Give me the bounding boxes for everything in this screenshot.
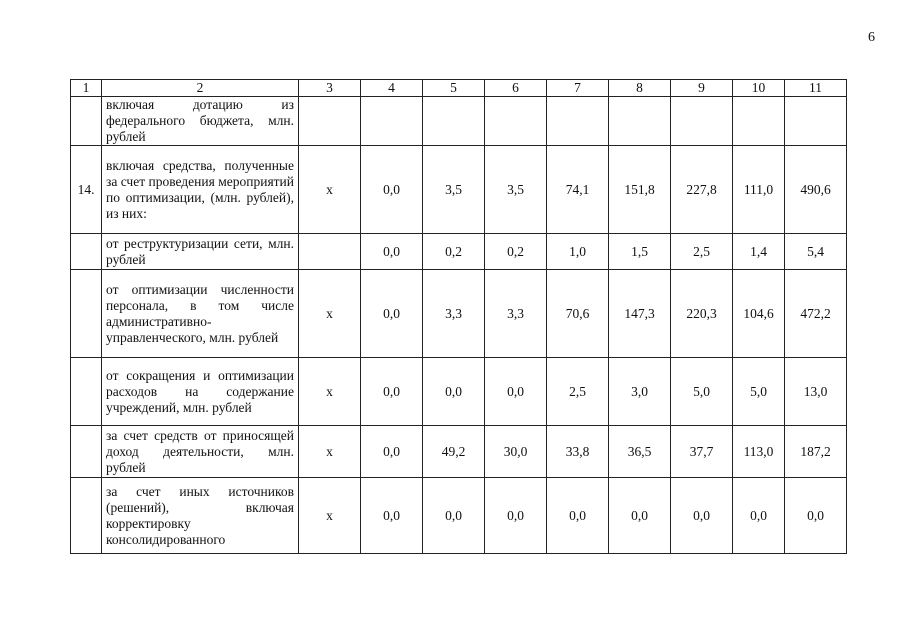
value-cell: 1,4 [733, 234, 785, 270]
value-cell: 3,0 [609, 358, 671, 426]
value-cell: 2,5 [547, 358, 609, 426]
table-row [71, 146, 847, 234]
value-cell: 0,0 [423, 478, 485, 554]
value-cell: 3,5 [485, 146, 547, 234]
value-cell: 0,2 [423, 234, 485, 270]
header-cell: 8 [609, 80, 671, 97]
value-cell: 0,2 [485, 234, 547, 270]
value-cell: 0,0 [671, 478, 733, 554]
table-row [71, 270, 847, 358]
value-cell: 104,6 [733, 270, 785, 358]
row-marker-cell [299, 234, 361, 270]
data-table [70, 79, 847, 554]
value-cell [361, 97, 423, 146]
row-description-cell: от сокращения и оптимизации расходов на содержание учреждений, млн. рублей [102, 358, 299, 426]
value-cell: 5,0 [671, 358, 733, 426]
row-description-cell: включая средства, полученные за счет проведения мероприятий по оптимизации, (млн. рублей), из них: [102, 146, 299, 234]
row-index-cell [71, 358, 102, 426]
header-cell: 11 [785, 80, 847, 97]
value-cell: 70,6 [547, 270, 609, 358]
value-cell: 5,0 [733, 358, 785, 426]
value-cell: 74,1 [547, 146, 609, 234]
value-cell: 0,0 [733, 478, 785, 554]
value-cell: 187,2 [785, 426, 847, 478]
value-cell: 0,0 [485, 478, 547, 554]
header-cell: 9 [671, 80, 733, 97]
row-description-cell: от реструктуризации сети, млн. рублей [102, 234, 299, 270]
value-cell: 111,0 [733, 146, 785, 234]
value-cell: 227,8 [671, 146, 733, 234]
table-row [71, 97, 847, 146]
value-cell [785, 97, 847, 146]
value-cell: 5,4 [785, 234, 847, 270]
row-index-cell: 14. [71, 146, 102, 234]
value-cell: 0,0 [361, 426, 423, 478]
row-marker-cell [299, 97, 361, 146]
value-cell: 0,0 [361, 358, 423, 426]
value-cell [733, 97, 785, 146]
value-cell: 472,2 [785, 270, 847, 358]
header-cell: 7 [547, 80, 609, 97]
row-marker-cell: x [299, 146, 361, 234]
value-cell: 2,5 [671, 234, 733, 270]
value-cell: 113,0 [733, 426, 785, 478]
header-cell: 3 [299, 80, 361, 97]
header-cell: 4 [361, 80, 423, 97]
value-cell [485, 97, 547, 146]
value-cell: 33,8 [547, 426, 609, 478]
value-cell: 1,5 [609, 234, 671, 270]
value-cell: 0,0 [423, 358, 485, 426]
value-cell: 0,0 [361, 146, 423, 234]
value-cell: 0,0 [361, 478, 423, 554]
header-cell: 1 [71, 80, 102, 97]
value-cell: 36,5 [609, 426, 671, 478]
header-cell: 6 [485, 80, 547, 97]
value-cell: 220,3 [671, 270, 733, 358]
value-cell [609, 97, 671, 146]
header-row [71, 80, 847, 97]
value-cell: 1,0 [547, 234, 609, 270]
value-cell: 37,7 [671, 426, 733, 478]
value-cell [671, 97, 733, 146]
row-marker-cell: x [299, 478, 361, 554]
table-row [71, 358, 847, 426]
value-cell: 0,0 [547, 478, 609, 554]
value-cell: 0,0 [785, 478, 847, 554]
table-body [71, 97, 847, 554]
value-cell: 151,8 [609, 146, 671, 234]
value-cell [547, 97, 609, 146]
row-marker-cell: x [299, 426, 361, 478]
value-cell: 0,0 [361, 234, 423, 270]
value-cell: 490,6 [785, 146, 847, 234]
row-description-cell: включая дотацию из федерального бюджета, млн. рублей [102, 97, 299, 146]
table-row [71, 478, 847, 554]
value-cell: 0,0 [361, 270, 423, 358]
row-index-cell [71, 426, 102, 478]
row-marker-cell: x [299, 358, 361, 426]
value-cell: 0,0 [485, 358, 547, 426]
value-cell: 3,3 [423, 270, 485, 358]
row-marker-cell: x [299, 270, 361, 358]
value-cell: 13,0 [785, 358, 847, 426]
row-index-cell [71, 270, 102, 358]
row-description-cell: за счет иных источников (решений), включая корректировку консолидированного [102, 478, 299, 554]
value-cell: 3,5 [423, 146, 485, 234]
value-cell [423, 97, 485, 146]
row-description-cell: за счет средств от приносящей доход деятельности, млн. рублей [102, 426, 299, 478]
value-cell: 30,0 [485, 426, 547, 478]
header-cell: 10 [733, 80, 785, 97]
table-row [71, 234, 847, 270]
row-description-cell: от оптимизации численности персонала, в том числе административно-управленческого, млн. рублей [102, 270, 299, 358]
row-index-cell [71, 478, 102, 554]
header-cell: 2 [102, 80, 299, 97]
table-row [71, 426, 847, 478]
row-index-cell [71, 97, 102, 146]
row-index-cell [71, 234, 102, 270]
header-cell: 5 [423, 80, 485, 97]
value-cell: 0,0 [609, 478, 671, 554]
value-cell: 3,3 [485, 270, 547, 358]
value-cell: 49,2 [423, 426, 485, 478]
page-number: 6 [868, 30, 875, 45]
value-cell: 147,3 [609, 270, 671, 358]
